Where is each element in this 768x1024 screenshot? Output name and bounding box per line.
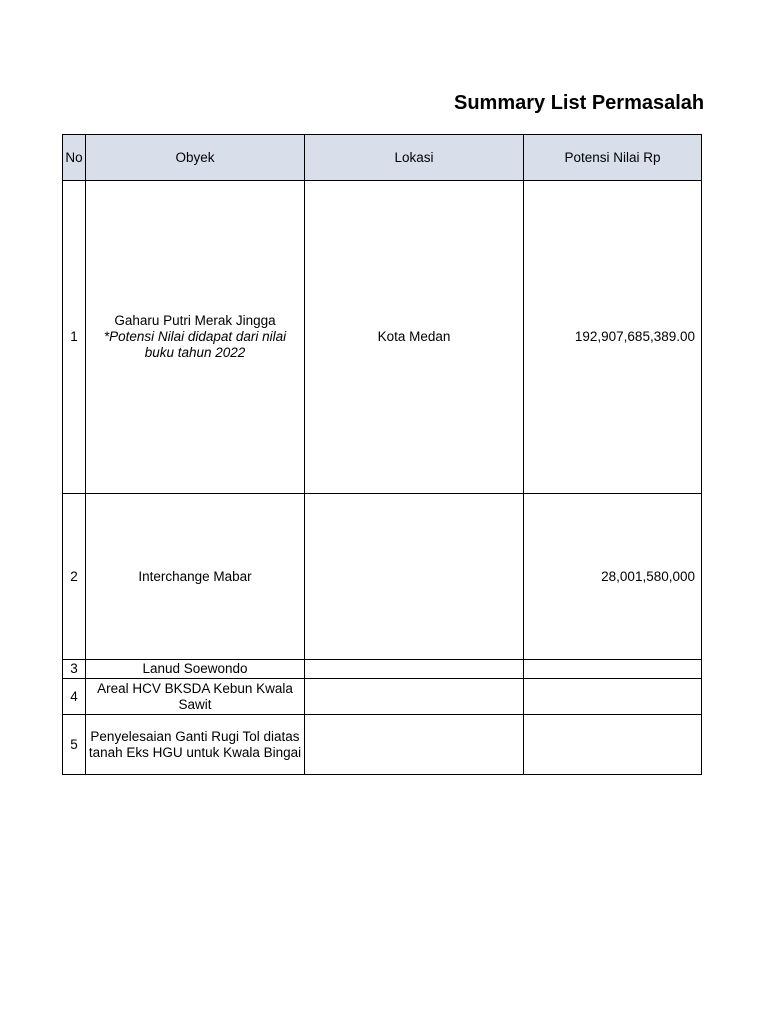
cell-obyek [86, 181, 305, 494]
table-row [63, 715, 702, 775]
cell-obyek: Interchange Mabar [86, 494, 305, 660]
cell-potensi: 28,001,580,000 [524, 494, 702, 660]
table-row [63, 494, 702, 660]
cell-no: 4 [63, 679, 86, 715]
cell-no: 3 [63, 660, 86, 679]
cell-obyek: Areal HCV BKSDA Kebun Kwala Sawit [86, 679, 305, 715]
cell-no: 2 [63, 494, 86, 660]
cell-potensi: 192,907,685,389.00 [524, 181, 702, 494]
cell-lokasi [305, 660, 524, 679]
table-header-row [63, 135, 702, 181]
cell-no: 1 [63, 181, 86, 494]
cell-lokasi [305, 715, 524, 775]
cell-obyek: Penyelesaian Ganti Rugi Tol diatas tanah Eks HGU untuk Kwala Bingai [86, 715, 305, 775]
page-title: Summary List Permasalah [454, 92, 705, 114]
obyek-note: *Potensi Nilai didapat dari nilai buku tahun 2022 [103, 329, 287, 360]
cell-potensi [524, 660, 702, 679]
header-obyek: Obyek [86, 135, 305, 181]
summary-table [62, 134, 702, 775]
cell-potensi [524, 715, 702, 775]
header-no: No [63, 135, 86, 181]
cell-no: 5 [63, 715, 86, 775]
table-row [63, 679, 702, 715]
header-potensi: Potensi Nilai Rp [524, 135, 702, 181]
header-lokasi: Lokasi [305, 135, 524, 181]
cell-potensi [524, 679, 702, 715]
table-row [63, 181, 702, 494]
cell-lokasi [305, 679, 524, 715]
obyek-text: Gaharu Putri Merak Jingga [114, 313, 276, 328]
cell-obyek: Lanud Soewondo [86, 660, 305, 679]
cell-lokasi [305, 494, 524, 660]
cell-lokasi: Kota Medan [305, 181, 524, 494]
table-row [63, 660, 702, 679]
